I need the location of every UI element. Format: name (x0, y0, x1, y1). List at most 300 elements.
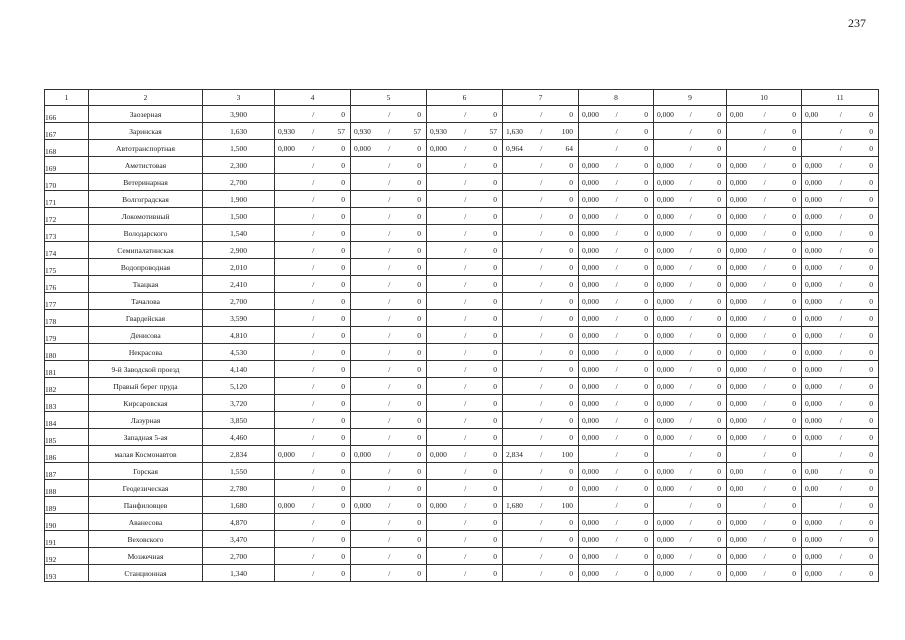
value-pair-cell (654, 514, 727, 531)
pair-value-left: 0,000 (805, 160, 822, 170)
value-pair-cell (351, 429, 427, 446)
pair-value-right: 0 (717, 449, 721, 459)
value-pair-cell (503, 378, 579, 395)
pair-separator: / (615, 500, 618, 510)
pair-value-right: 0 (717, 415, 721, 425)
length-cell: 4,460 (203, 429, 275, 446)
value-pair-cell (579, 344, 654, 361)
pair-value-right: 0 (341, 194, 345, 204)
value-pair-cell (727, 293, 802, 310)
pair-value-right: 0 (792, 415, 796, 425)
pair-separator: / (763, 415, 766, 425)
pair-value-right: 0 (644, 500, 648, 510)
value-pair-cell (654, 344, 727, 361)
table-row (45, 446, 879, 463)
value-pair-cell (579, 106, 654, 123)
pair-value-left: 2,834 (506, 449, 523, 459)
value-pair-cell (727, 225, 802, 242)
pair-value-left: 0,000 (657, 551, 674, 561)
street-name-cell: Гвардейская (89, 310, 203, 327)
pair-value-left: 0,00 (730, 483, 744, 493)
pair-separator: / (839, 466, 842, 476)
pair-value-right: 0 (341, 398, 345, 408)
length-cell: 4,810 (203, 327, 275, 344)
pair-value-right: 0 (493, 228, 497, 238)
pair-separator: / (540, 109, 543, 119)
pair-value-right: 0 (717, 296, 721, 306)
pair-value-right: 0 (869, 160, 873, 170)
row-number-cell: 178 (45, 310, 89, 327)
pair-value-right: 0 (417, 415, 421, 425)
value-pair-cell (727, 480, 802, 497)
pair-value-right: 0 (869, 415, 873, 425)
street-name-cell: Локомотивный (89, 208, 203, 225)
pair-separator: / (689, 347, 692, 357)
length-cell: 4,870 (203, 514, 275, 531)
pair-separator: / (464, 109, 467, 119)
value-pair-cell (802, 106, 879, 123)
pair-value-right: 0 (417, 347, 421, 357)
pair-separator: / (763, 262, 766, 272)
pair-value-left: 0,000 (730, 228, 747, 238)
value-pair-cell (727, 191, 802, 208)
pair-separator: / (312, 466, 315, 476)
pair-value-left: 0,00 (730, 466, 744, 476)
pair-value-right: 0 (644, 279, 648, 289)
value-pair-cell (727, 548, 802, 565)
length-cell: 1,900 (203, 191, 275, 208)
pair-separator: / (388, 415, 391, 425)
pair-value-left: 0,000 (730, 296, 747, 306)
pair-value-right: 0 (341, 483, 345, 493)
pair-value-left: 0,000 (730, 534, 747, 544)
pair-value-left: 0,000 (354, 143, 371, 153)
value-pair-cell (727, 412, 802, 429)
pair-value-right: 0 (869, 296, 873, 306)
pair-value-right: 0 (341, 466, 345, 476)
pair-separator: / (540, 160, 543, 170)
pair-value-left: 0,000 (657, 296, 674, 306)
value-pair-cell (503, 140, 579, 157)
pair-value-right: 0 (717, 262, 721, 272)
value-pair-cell (427, 531, 503, 548)
pair-value-left: 0,000 (730, 432, 747, 442)
length-cell: 1,540 (203, 225, 275, 242)
pair-value-right: 0 (644, 177, 648, 187)
value-pair-cell (427, 514, 503, 531)
pair-value-right: 0 (717, 245, 721, 255)
pair-value-left: 0,000 (805, 415, 822, 425)
value-pair-cell (427, 106, 503, 123)
pair-value-left: 0,000 (805, 211, 822, 221)
pair-separator: / (839, 398, 842, 408)
pair-separator: / (763, 364, 766, 374)
pair-separator: / (839, 347, 842, 357)
pair-separator: / (464, 466, 467, 476)
value-pair-cell (275, 310, 351, 327)
pair-value-right: 0 (717, 568, 721, 578)
street-name-cell: Ткацкая (89, 276, 203, 293)
pair-value-right: 0 (644, 109, 648, 119)
value-pair-cell (503, 242, 579, 259)
value-pair-cell (579, 174, 654, 191)
value-pair-cell (727, 259, 802, 276)
pair-value-right: 0 (717, 177, 721, 187)
pair-value-right: 0 (792, 245, 796, 255)
pair-value-right: 0 (569, 194, 573, 204)
value-pair-cell (275, 514, 351, 531)
pair-value-right: 0 (869, 245, 873, 255)
pair-value-right: 0 (644, 568, 648, 578)
pair-value-right: 0 (341, 568, 345, 578)
value-pair-cell (503, 327, 579, 344)
pair-separator: / (763, 160, 766, 170)
pair-value-left: 0,930 (430, 126, 447, 136)
table-row (45, 276, 879, 293)
pair-separator: / (689, 143, 692, 153)
value-pair-cell (275, 106, 351, 123)
pair-value-right: 0 (341, 279, 345, 289)
pair-value-left: 0,000 (582, 330, 599, 340)
pair-value-left: 0,000 (582, 568, 599, 578)
pair-separator: / (763, 466, 766, 476)
pair-value-left: 0,000 (582, 211, 599, 221)
pair-value-right: 0 (493, 449, 497, 459)
value-pair-cell (579, 225, 654, 242)
pair-separator: / (388, 483, 391, 493)
value-pair-cell (503, 106, 579, 123)
value-pair-cell (579, 208, 654, 225)
value-pair-cell (275, 412, 351, 429)
length-cell: 1,340 (203, 565, 275, 582)
pair-value-right: 0 (493, 551, 497, 561)
header-cell: 3 (203, 90, 275, 106)
pair-value-right: 0 (341, 432, 345, 442)
value-pair-cell (427, 293, 503, 310)
pair-value-right: 0 (493, 194, 497, 204)
pair-separator: / (312, 432, 315, 442)
value-pair-cell (351, 446, 427, 463)
street-name-cell: Лазурная (89, 412, 203, 429)
value-pair-cell (275, 327, 351, 344)
pair-separator: / (540, 415, 543, 425)
value-pair-cell (427, 361, 503, 378)
pair-value-right: 0 (869, 517, 873, 527)
pair-value-right: 0 (644, 160, 648, 170)
pair-value-left: 0,000 (730, 330, 747, 340)
pair-separator: / (540, 483, 543, 493)
pair-value-right: 0 (717, 364, 721, 374)
value-pair-cell (654, 412, 727, 429)
pair-separator: / (540, 279, 543, 289)
pair-separator: / (540, 551, 543, 561)
pair-separator: / (689, 313, 692, 323)
pair-value-right: 0 (341, 160, 345, 170)
value-pair-cell (579, 548, 654, 565)
pair-value-right: 0 (341, 364, 345, 374)
pair-value-left: 0,000 (582, 109, 599, 119)
pair-separator: / (763, 194, 766, 204)
pair-value-left: 0,000 (805, 381, 822, 391)
pair-separator: / (312, 313, 315, 323)
pair-value-right: 0 (869, 211, 873, 221)
value-pair-cell (427, 446, 503, 463)
pair-value-left: 0,000 (805, 517, 822, 527)
pair-separator: / (689, 517, 692, 527)
pair-separator: / (689, 398, 692, 408)
header-cell: 6 (427, 90, 503, 106)
row-number-cell: 187 (45, 463, 89, 480)
value-pair-cell (654, 531, 727, 548)
row-number-cell: 193 (45, 565, 89, 582)
value-pair-cell (351, 344, 427, 361)
pair-value-left: 0,000 (805, 364, 822, 374)
pair-value-right: 0 (644, 364, 648, 374)
pair-separator: / (839, 177, 842, 187)
pair-value-right: 0 (717, 330, 721, 340)
row-number-cell: 185 (45, 429, 89, 446)
pair-separator: / (763, 245, 766, 255)
value-pair-cell (654, 293, 727, 310)
value-pair-cell (351, 548, 427, 565)
row-number-cell: 175 (45, 259, 89, 276)
pair-value-right: 0 (569, 109, 573, 119)
value-pair-cell (275, 123, 351, 140)
pair-value-right: 0 (569, 517, 573, 527)
pair-separator: / (689, 279, 692, 289)
pair-separator: / (388, 296, 391, 306)
pair-value-right: 0 (869, 330, 873, 340)
pair-value-left: 1,680 (506, 500, 523, 510)
pair-value-right: 0 (341, 347, 345, 357)
value-pair-cell (802, 412, 879, 429)
pair-separator: / (388, 449, 391, 459)
pair-value-right: 0 (417, 398, 421, 408)
pair-separator: / (464, 551, 467, 561)
pair-value-right: 0 (869, 126, 873, 136)
pair-value-right: 0 (644, 415, 648, 425)
street-name-cell: Ветеринарная (89, 174, 203, 191)
pair-separator: / (388, 381, 391, 391)
pair-separator: / (689, 568, 692, 578)
pair-value-right: 100 (561, 449, 573, 459)
street-name-cell: Денисова (89, 327, 203, 344)
pair-separator: / (388, 211, 391, 221)
pair-value-right: 0 (569, 211, 573, 221)
pair-value-right: 0 (644, 245, 648, 255)
pair-separator: / (839, 228, 842, 238)
pair-value-left: 0,000 (657, 347, 674, 357)
pair-value-right: 0 (341, 313, 345, 323)
pair-separator: / (464, 449, 467, 459)
pair-value-right: 0 (869, 177, 873, 187)
table-body (45, 106, 879, 582)
pair-value-left: 0,000 (657, 517, 674, 527)
value-pair-cell (351, 310, 427, 327)
pair-separator: / (540, 177, 543, 187)
value-pair-cell (275, 565, 351, 582)
pair-value-right: 0 (869, 500, 873, 510)
pair-value-left: 0,000 (582, 279, 599, 289)
pair-value-left: 0,000 (582, 398, 599, 408)
pair-value-right: 0 (792, 483, 796, 493)
table-row (45, 463, 879, 480)
pair-separator: / (388, 109, 391, 119)
pair-separator: / (540, 534, 543, 544)
value-pair-cell (351, 514, 427, 531)
value-pair-cell (275, 463, 351, 480)
pair-separator: / (312, 262, 315, 272)
pair-value-right: 0 (493, 534, 497, 544)
value-pair-cell (503, 123, 579, 140)
pair-separator: / (763, 483, 766, 493)
value-pair-cell (351, 123, 427, 140)
pair-value-right: 0 (493, 245, 497, 255)
pair-value-right: 0 (493, 177, 497, 187)
pair-separator: / (689, 551, 692, 561)
length-cell: 3,720 (203, 395, 275, 412)
table-row (45, 293, 879, 310)
value-pair-cell (351, 191, 427, 208)
pair-separator: / (540, 432, 543, 442)
value-pair-cell (727, 344, 802, 361)
pair-value-right: 0 (569, 296, 573, 306)
pair-separator: / (615, 211, 618, 221)
value-pair-cell (275, 378, 351, 395)
pair-value-right: 0 (417, 143, 421, 153)
value-pair-cell (654, 327, 727, 344)
pair-separator: / (540, 517, 543, 527)
pair-value-right: 0 (417, 568, 421, 578)
pair-separator: / (615, 279, 618, 289)
table-row (45, 242, 879, 259)
value-pair-cell (427, 378, 503, 395)
value-pair-cell (579, 361, 654, 378)
pair-value-right: 0 (417, 500, 421, 510)
street-name-cell: Западная 5-ая (89, 429, 203, 446)
street-name-cell: Аметистовая (89, 157, 203, 174)
street-name-cell: Геодезическая (89, 480, 203, 497)
pair-value-right: 0 (869, 109, 873, 119)
pair-separator: / (464, 500, 467, 510)
pair-value-right: 0 (417, 109, 421, 119)
pair-separator: / (839, 449, 842, 459)
value-pair-cell (351, 106, 427, 123)
table-row (45, 514, 879, 531)
pair-separator: / (388, 313, 391, 323)
pair-separator: / (615, 245, 618, 255)
pair-value-left: 0,000 (582, 245, 599, 255)
pair-separator: / (615, 313, 618, 323)
pair-value-left: 0,000 (730, 415, 747, 425)
value-pair-cell (351, 140, 427, 157)
pair-separator: / (388, 466, 391, 476)
pair-separator: / (689, 126, 692, 136)
pair-separator: / (615, 534, 618, 544)
pair-separator: / (689, 160, 692, 170)
value-pair-cell (503, 548, 579, 565)
pair-value-right: 0 (493, 466, 497, 476)
table-row (45, 174, 879, 191)
value-pair-cell (503, 565, 579, 582)
value-pair-cell (802, 361, 879, 378)
pair-value-left: 0,000 (582, 228, 599, 238)
value-pair-cell (503, 157, 579, 174)
pair-value-right: 0 (644, 449, 648, 459)
pair-value-left: 0,000 (657, 398, 674, 408)
pair-value-left: 0,000 (657, 177, 674, 187)
pair-value-left: 0,000 (805, 228, 822, 238)
pair-separator: / (689, 500, 692, 510)
pair-separator: / (839, 245, 842, 255)
value-pair-cell (275, 225, 351, 242)
pair-value-right: 0 (792, 109, 796, 119)
pair-separator: / (763, 211, 766, 221)
pair-value-left: 0,000 (657, 466, 674, 476)
value-pair-cell (427, 497, 503, 514)
value-pair-cell (503, 514, 579, 531)
pair-separator: / (839, 364, 842, 374)
table-row (45, 106, 879, 123)
value-pair-cell (727, 327, 802, 344)
value-pair-cell (727, 429, 802, 446)
pair-value-right: 0 (569, 160, 573, 170)
pair-value-left: 0,000 (657, 381, 674, 391)
value-pair-cell (427, 344, 503, 361)
pair-value-right: 0 (341, 211, 345, 221)
value-pair-cell (579, 514, 654, 531)
street-name-cell: Автотранспортная (89, 140, 203, 157)
pair-separator: / (540, 143, 543, 153)
pair-value-left: 0,000 (805, 398, 822, 408)
value-pair-cell (427, 242, 503, 259)
pair-value-right: 57 (413, 126, 421, 136)
pair-value-right: 100 (561, 126, 573, 136)
length-cell: 2,410 (203, 276, 275, 293)
pair-separator: / (689, 228, 692, 238)
value-pair-cell (579, 191, 654, 208)
pair-separator: / (464, 296, 467, 306)
pair-separator: / (689, 109, 692, 119)
value-pair-cell (351, 497, 427, 514)
pair-value-left: 0,000 (730, 194, 747, 204)
pair-value-right: 0 (869, 313, 873, 323)
value-pair-cell (427, 174, 503, 191)
value-pair-cell (802, 310, 879, 327)
pair-separator: / (540, 296, 543, 306)
pair-value-right: 0 (569, 381, 573, 391)
pair-value-right: 0 (493, 483, 497, 493)
value-pair-cell (503, 429, 579, 446)
pair-value-left: 0,000 (805, 330, 822, 340)
pair-value-right: 0 (417, 262, 421, 272)
value-pair-cell (579, 497, 654, 514)
value-pair-cell (654, 480, 727, 497)
row-number-cell: 174 (45, 242, 89, 259)
pair-separator: / (839, 143, 842, 153)
value-pair-cell (275, 429, 351, 446)
pair-separator: / (689, 432, 692, 442)
value-pair-cell (727, 395, 802, 412)
pair-value-right: 0 (869, 483, 873, 493)
pair-separator: / (312, 279, 315, 289)
pair-separator: / (615, 126, 618, 136)
street-name-cell: Заозерная (89, 106, 203, 123)
pair-value-right: 0 (644, 126, 648, 136)
pair-value-right: 0 (869, 398, 873, 408)
table-row (45, 310, 879, 327)
pair-value-left: 0,000 (805, 551, 822, 561)
